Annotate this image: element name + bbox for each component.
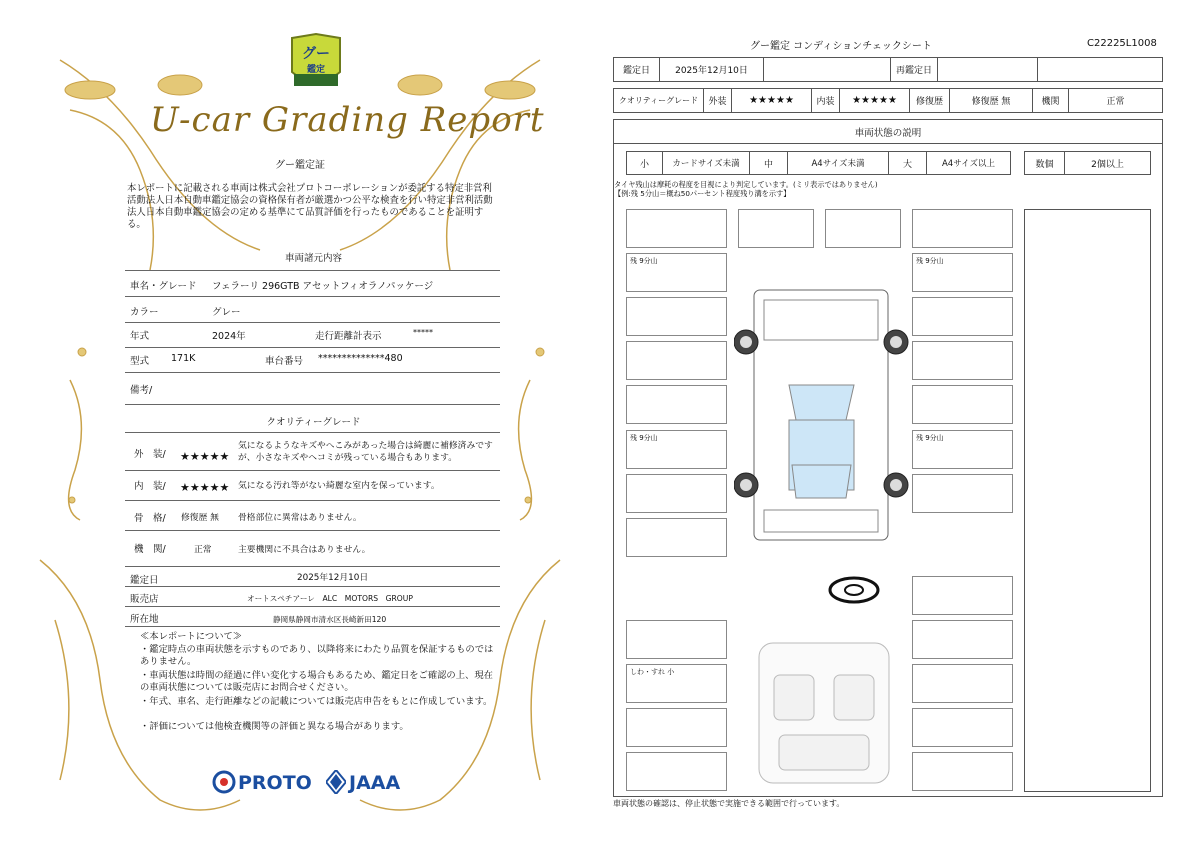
exterior-stars: ★★★★★ (732, 89, 812, 112)
damage-box-r11 (912, 708, 1013, 747)
damage-box-l12 (626, 752, 727, 791)
spec-name-label: 車名・グレード (130, 281, 197, 292)
tire-front-left: 残 9分山 (630, 257, 658, 265)
damage-box-r4 (912, 341, 1013, 380)
tire-rear-left: 残 9分山 (630, 434, 658, 442)
count-value: 2個以上 (1091, 159, 1124, 170)
info-date-label: 鑑定日 (130, 575, 159, 586)
tire-note-1: タイヤ残山は摩耗の程度を目視により判定しています。(ミリ表示ではありません) (614, 180, 878, 189)
notes-column (1024, 209, 1151, 792)
damage-box-r1 (912, 209, 1013, 248)
spec-model-label: 型式 (130, 356, 150, 367)
damage-box-r3 (912, 297, 1013, 336)
damage-box-r10 (912, 664, 1013, 703)
tire-rear-right: 残 9分山 (916, 434, 944, 442)
damage-box-r2 (912, 253, 1013, 292)
report-title: U-car Grading Report (150, 100, 545, 140)
grade-row (613, 88, 1163, 113)
spec-model-value: 171K (171, 353, 196, 364)
damage-box-r8 (912, 576, 1013, 615)
tire-front-right: 残 9分山 (916, 257, 944, 265)
steering-wheel-icon (824, 575, 884, 605)
grade-interior-label: 内 装/ (134, 481, 166, 492)
grade-title: クオリティーグレード (266, 417, 361, 428)
legend-large: 大 (889, 152, 927, 174)
quality-grade-label: クオリティーグレード (614, 89, 704, 112)
jaaa-logo-icon (326, 770, 346, 794)
condition-title: 車両状態の説明 (614, 120, 1162, 144)
damage-box-r5 (912, 385, 1013, 424)
grade-engine-text: 主要機関に不具合はありません。 (238, 545, 371, 555)
grade-exterior-label: 外 装/ (134, 449, 166, 460)
damage-box-r6 (912, 430, 1013, 469)
damage-box-l2 (626, 253, 727, 292)
proto-logo-text: PROTO (238, 772, 312, 794)
damage-box-l5 (626, 385, 727, 424)
appraisal-date-value: 2025年12月10日 (660, 58, 764, 81)
legend-medium-desc: A4サイズ未満 (788, 152, 889, 174)
spec-chassis-value: **************480 (318, 353, 403, 364)
size-legend (626, 151, 1011, 175)
damage-box-r7 (912, 474, 1013, 513)
date-extra-cell (1038, 58, 1162, 81)
repair-history-label: 修復歴 (910, 89, 950, 112)
interior-label: 内装 (812, 89, 840, 112)
svg-text:グー: グー (302, 46, 330, 62)
damage-box-l9 (626, 620, 727, 659)
spec-chassis-label: 車台番号 (265, 356, 304, 367)
interior-stars: ★★★★★ (840, 89, 910, 112)
sheet-footer: 車両状態の確認は、停止状態で実施できる範囲で行っています。 (613, 799, 845, 808)
sheet-code: C22225L1008 (1087, 38, 1157, 49)
about-item-2: ・車両状態は時間の経過に伴い変化する場合もあるため、鑑定日をご確認の上、現在の車両状態については販売店にお問合せください。 (140, 670, 493, 693)
about-title: ≪本レポートについて≫ (140, 631, 243, 642)
intro-paragraph: 本レポートに記載される車両は株式会社プロトコーポレーションが委託する特定非営利活動法人日本自動車鑑定協会の資格保有者が厳選かつ公平な検査を行い特定非営利活動法人日本自動車鑑定協会の定める基準にて品質評価を行ったものであることを証明する。 (127, 183, 493, 230)
grade-frame-value: 修復歴 無 (181, 513, 219, 523)
spec-mileage-value: ***** (413, 328, 433, 337)
engine-value: 正常 (1106, 97, 1125, 107)
tire-note-2: 【例:残 5分山＝概ね50パーセント程度残り溝を示す】 (614, 189, 791, 198)
spec-color-value: グレー (212, 307, 241, 318)
damage-box-l8 (626, 518, 727, 557)
grade-interior-text: 気になる汚れ等がない綺麗な室内を保っています。 (238, 481, 440, 491)
proto-logo-icon (212, 770, 236, 794)
repair-history-value: 修復歴 無 (950, 89, 1033, 112)
damage-box-l3 (626, 297, 727, 336)
damage-box-r12 (912, 752, 1013, 791)
legend-small: 小 (627, 152, 663, 174)
count-legend (1024, 151, 1151, 175)
seat-note: しわ・すれ 小 (630, 668, 675, 676)
info-address-label: 所在地 (130, 614, 159, 625)
grade-engine-label: 機 関/ (134, 544, 166, 555)
legend-small-desc: カードサイズ未満 (663, 152, 750, 174)
legend-medium: 中 (750, 152, 788, 174)
spec-color-label: カラー (130, 307, 159, 318)
damage-box-l7 (626, 474, 727, 513)
engine-label: 機関 (1033, 89, 1069, 112)
about-item-3: ・年式、車名、走行距離などの記載については販売店申告をもとに作成しています。 (140, 696, 493, 707)
spec-year-label: 年式 (130, 331, 150, 342)
goo-badge-logo (288, 32, 344, 94)
car-interior-diagram (749, 635, 899, 785)
reappraisal-date-label: 再鑑定日 (891, 58, 938, 81)
condition-panel (613, 119, 1163, 797)
spec-mileage-label: 走行距離計表示 (315, 331, 382, 342)
exterior-label: 外装 (704, 89, 732, 112)
info-dealer-value: オートスペチアーレ ALC MOTORS GROUP (247, 594, 413, 603)
grade-exterior-text: 気になるようなキズやへこみがあった場合は綺麗に補修済みですが、小さなキズやヘコミが残っている場合もあります。 (238, 441, 493, 463)
count-label: 数個 (1025, 152, 1065, 174)
damage-box-t2 (825, 209, 901, 248)
grade-exterior-stars: ★★★★★ (180, 450, 230, 463)
appraisal-date-label: 鑑定日 (614, 58, 660, 81)
grade-interior-stars: ★★★★★ (180, 481, 230, 494)
svg-text:鑑定: 鑑定 (306, 65, 326, 75)
info-address-value: 静岡県静岡市清水区長崎新田120 (273, 615, 387, 624)
spec-title: 車両諸元内容 (284, 253, 342, 264)
spec-note-label: 備考/ (130, 385, 153, 396)
grade-frame-label: 骨 格/ (134, 513, 166, 524)
condition-check-sheet (600, 0, 1200, 848)
date-empty-cell (764, 58, 891, 81)
info-dealer-label: 販売店 (130, 594, 159, 605)
legend-large-desc: A4サイズ以上 (941, 159, 996, 169)
damage-box-t1 (738, 209, 814, 248)
jaaa-logo-text: JAAA (349, 772, 401, 794)
damage-box-l10 (626, 664, 727, 703)
info-date-value: 2025年12月10日 (297, 573, 369, 583)
damage-box-l6 (626, 430, 727, 469)
grade-frame-text: 骨格部位に異常はありません。 (238, 513, 362, 523)
grade-engine-value: 正常 (194, 545, 212, 555)
car-top-view-diagram (734, 280, 914, 560)
spec-name-value: フェラーリ 296GTB アセットフィオラノパッケージ (212, 281, 434, 292)
sheet-title: グー鑑定 コンディションチェックシート (750, 41, 932, 52)
damage-box-r9 (912, 620, 1013, 659)
cert-title: グー鑑定証 (275, 160, 325, 171)
about-item-1: ・鑑定時点の車両状態を示すものであり、以降将来にわたり品質を保証するものではありません。 (140, 644, 494, 667)
damage-box-l11 (626, 708, 727, 747)
about-item-4: ・評価については他検査機関等の評価と異なる場合があります。 (140, 721, 409, 732)
damage-box-l1 (626, 209, 727, 248)
damage-box-l4 (626, 341, 727, 380)
date-row (613, 57, 1163, 82)
reappraisal-date-value (938, 58, 1038, 81)
spec-year-value: 2024年 (212, 331, 246, 342)
